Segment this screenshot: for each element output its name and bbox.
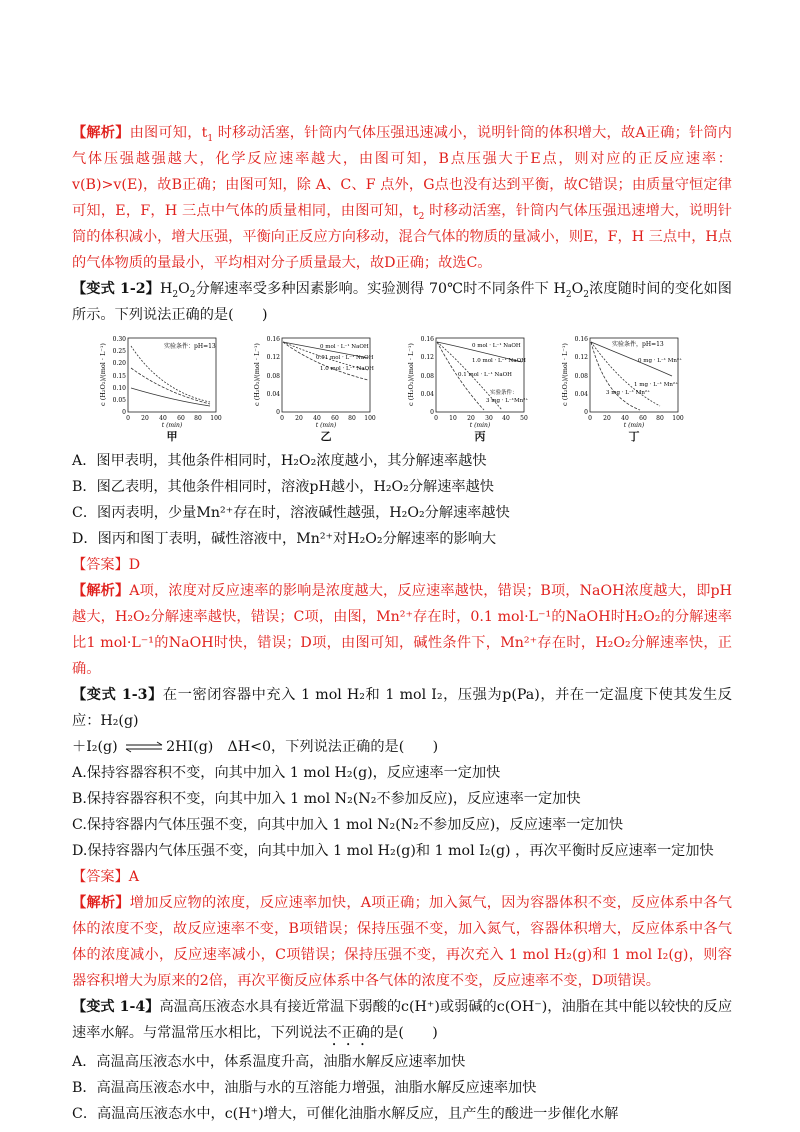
analysis-1-3: [72, 890, 732, 994]
sub: 2: [172, 289, 179, 300]
chart-note: 实验条件：pH=13: [164, 343, 216, 350]
y-tick: 0.16: [574, 336, 588, 343]
sub-t1: 1: [207, 133, 214, 144]
x-tick: 40: [621, 415, 629, 422]
y-tick: 0.30: [112, 336, 126, 343]
curve-1: [131, 346, 210, 402]
curve-2: [591, 342, 660, 406]
x-tick: 60: [331, 415, 339, 422]
option-b: B．高温高压液态水中，油脂与水的互溶能力增强，油脂水解反应速率加快: [72, 1080, 537, 1096]
y-label: c (H₂O₂)/(mol · L⁻¹): [407, 343, 415, 406]
question-tag: 【变式 1-4】: [72, 999, 160, 1015]
option-b: B.保持容器容积不变，向其中加入 1 mol N₂(N₂不参加反应)，反应速率一定加快: [72, 791, 581, 807]
x-tick: 40: [502, 415, 510, 422]
y-tick: 0.25: [112, 348, 126, 355]
y-tick: 0.04: [266, 391, 280, 398]
x-label: t (min): [623, 422, 645, 428]
x-tick: 20: [467, 415, 475, 422]
plot-frame: [590, 338, 678, 412]
x-tick: 20: [141, 415, 149, 422]
stem-d: O: [571, 281, 584, 297]
figure-row: [98, 332, 708, 444]
question-tag: 【变式 1-2】: [72, 281, 160, 297]
x-ticks: [126, 415, 222, 422]
curve-label: 0 mg · L⁻¹ Mn²⁺: [638, 358, 683, 364]
x-tick: 100: [672, 415, 684, 422]
x-tick: 0: [588, 415, 592, 422]
curve-label: 0 mol · L⁻¹ NaOH: [472, 343, 521, 349]
figure-jia: [98, 332, 246, 444]
x-ticks: [280, 415, 376, 422]
chart-note: 3 mg · L⁻¹Mn²⁺: [486, 398, 529, 404]
chart-note: 实验条件：: [490, 390, 518, 396]
x-tick: 100: [210, 415, 222, 422]
x-tick: 0: [434, 415, 438, 422]
sub: 2: [189, 289, 196, 300]
analysis-text: A项，浓度对反应速率的影响是浓度越大，反应速率越快，错误；B项，NaOH浓度越大，即pH越大，H₂O₂分解速率越快，错误；C项，由图，Mn²⁺存在时，0.1 mol·L⁻¹的NaOH时H₂O₂的分解速率比1 mol·L⁻¹的NaOH时快，错误；D项，由图可知，碱性条件下，Mn²⁺存在时，H₂O₂分解速率快，正确。: [72, 583, 732, 677]
sub: 2: [565, 289, 572, 300]
y-tick: 0.12: [420, 354, 434, 361]
question-1-3: [72, 682, 732, 734]
equilibrium-arrow-icon: [122, 741, 166, 753]
y-tick: 0.05: [112, 397, 126, 404]
x-tick: 80: [656, 415, 664, 422]
x-label: t (min): [161, 422, 183, 428]
stem-a: H: [159, 281, 173, 297]
y-tick: 0: [276, 409, 280, 416]
question-1-4: [72, 994, 732, 1049]
option-a: A.保持容器容积不变，向其中加入 1 mol H₂(g)，反应速率一定加快: [72, 765, 501, 781]
y-ticks: [113, 336, 127, 416]
analysis-text-2: 时移动活塞，针筒内气体压强迅速减小，说明针筒的体积增大，故A正确；针筒内气体压强越强越大，化学反应速率越大，由图可知，B点压强大于E点，则对应的正反应速率：v(B)>v(E)，故B正确；由图可知，除 A、C、F 点外，G点也没有达到平衡，故C错误；由质量守恒定律可知，E，F，H 三点中气体的质量相同，由图可知，t: [72, 125, 732, 219]
x-label: t (min): [469, 422, 491, 428]
y-tick: 0.16: [420, 336, 434, 343]
question-1-3-eq: [72, 734, 732, 760]
x-tick: 20: [603, 415, 611, 422]
analysis-1-2: [72, 578, 732, 682]
x-tick: 20: [295, 415, 303, 422]
x-tick: 80: [194, 415, 202, 422]
option-a: A．图甲表明，其他条件相同时，H₂O₂浓度越小，其分解速率越快: [72, 453, 487, 469]
stem-2: ＋I₂(g): [72, 739, 118, 755]
option-c: C．高温高压液态水中，c(H⁺)增大，可催化油脂水解反应，且产生的酸进一步催化水解: [72, 1106, 619, 1122]
curve-label: 1 mg · L⁻¹ Mn²⁺: [634, 382, 679, 388]
y-tick: 0.12: [574, 354, 588, 361]
x-tick: 40: [159, 415, 167, 422]
figure-caption: 乙: [320, 430, 332, 443]
y-tick: 0: [122, 409, 126, 416]
answer: 【答案】D: [72, 557, 141, 573]
x-tick: 40: [313, 415, 321, 422]
chart-ding: [560, 332, 708, 428]
chart-jia: [98, 332, 246, 428]
y-tick: 0.20: [112, 360, 126, 367]
y-tick: 0.15: [112, 373, 126, 380]
y-tick: 0.08: [420, 373, 434, 380]
y-tick: 0.04: [574, 391, 588, 398]
x-tick: 100: [364, 415, 376, 422]
y-tick: 0: [584, 409, 588, 416]
answer: 【答案】A: [72, 869, 139, 885]
emphasis: 不正确: [327, 1025, 370, 1041]
x-tick: 60: [177, 415, 185, 422]
y-label: c (H₂O₂)/(mol · L⁻¹): [99, 343, 107, 406]
y-tick: 0.08: [574, 373, 588, 380]
option-c: C．图丙表明，少量Mn²⁺存在时，溶液碱性越强，H₂O₂分解速率越快: [72, 505, 510, 521]
stem-b: O: [178, 281, 190, 297]
x-label: t (min): [315, 422, 337, 428]
x-tick: 50: [520, 415, 528, 422]
analysis-tag: 【解析】: [72, 583, 130, 599]
chart-yi: [252, 332, 400, 428]
question-tag: 【变式 1-3】: [72, 687, 163, 703]
analysis-1-1: [72, 120, 732, 276]
stem-2: 的是( ): [369, 1025, 438, 1041]
curve-label: 1.0 mol · L⁻¹ NaOH: [320, 366, 374, 372]
question-1-2: [72, 276, 732, 328]
x-tick: 0: [126, 415, 130, 422]
sub: 2: [583, 289, 589, 300]
y-tick: 0.16: [266, 336, 280, 343]
stem-e: 浓度随时间的变化如图所示。下列说法正确的是( ): [72, 281, 732, 323]
analysis-text-1: 由图可知，t: [129, 125, 208, 141]
analysis-text: 增加反应物的浓度，反应速率加快，A项正确；加入氮气，因为容器体积不变，反应体系中各气体的浓度不变，故反应速率不变，B项错误；保持压强不变，加入氮气，容器体积增大，反应体系中各气体的浓度减小，反应速率减小，C项错误；保持压强不变，再次充入 1 mol H₂(g)和 1 mol I₂(g)，则容器容积增大为原来的2倍，再次平衡反应体系中各气体的浓度不变，反应速率不变，D项错误。: [72, 895, 732, 989]
y-tick: 0.12: [266, 354, 280, 361]
x-tick: 10: [449, 415, 457, 422]
stem-1: 在一密闭容器中充入 1 mol H₂和 1 mol I₂，压强为p(Pa)，并在一定温度下使其发生反应：H₂(g): [72, 687, 732, 729]
page-content: [72, 120, 732, 1127]
analysis-tag: 【解析】: [72, 895, 130, 911]
chart-bing: [406, 332, 554, 428]
x-ticks: [588, 415, 684, 422]
option-d: D.保持容器内气体压强不变，向其中加入 1 mol H₂(g)和 1 mol I₂(g) ，再次平衡时反应速率一定加快: [72, 843, 714, 859]
x-tick: 60: [639, 415, 647, 422]
figure-ding: [560, 332, 708, 444]
sub-t2: 2: [418, 211, 425, 222]
figure-caption: 甲: [166, 430, 178, 443]
analysis-tag: 【解析】: [72, 125, 130, 141]
y-ticks: [421, 336, 435, 416]
stem-1: 高温高压液态水具有接近常温下弱酸的c(H⁺)或弱碱的c(OH⁻)，油脂在其中能以较快的反应速率水解。与常温常压水相比，下列说法: [72, 999, 733, 1041]
y-tick: 0.08: [266, 373, 280, 380]
y-ticks: [267, 336, 281, 416]
x-tick: 30: [485, 415, 493, 422]
y-tick: 0.10: [112, 385, 126, 392]
option-a: A．高温高压液态水中，体系温度升高，油脂水解反应速率加快: [72, 1054, 466, 1070]
stem-3: 2HI(g) ΔH<0，下列说法正确的是( ): [166, 739, 439, 755]
figure-bing: [406, 332, 554, 444]
curve-label: 1.0 mol · L⁻¹ NaOH: [472, 358, 526, 364]
y-label: c (H₂O₂)/(mol · L⁻¹): [253, 343, 261, 406]
x-tick: 80: [348, 415, 356, 422]
chart-note: 实验条件，pH=13: [612, 341, 664, 348]
y-tick: 0: [430, 409, 434, 416]
y-tick: 0.04: [420, 391, 434, 398]
curve-label: 0.01 mol · L⁻¹ NaOH: [316, 355, 374, 361]
option-c: C.保持容器内气体压强不变，向其中加入 1 mol N₂(N₂不参加反应)，反应速率一定加快: [72, 817, 624, 833]
curve-label: 0 mol · L⁻¹ NaOH: [320, 344, 369, 350]
curve-label: 3 mg · L⁻¹ Mn²⁺: [606, 390, 651, 396]
y-ticks: [575, 336, 589, 416]
option-d: D．图丙和图丁表明，碱性溶液中，Mn²⁺对H₂O₂分解速率的影响大: [72, 531, 497, 547]
x-tick: 0: [280, 415, 284, 422]
stem-c: 分解速率受多种因素影响。实验测得 70℃时不同条件下 H: [195, 281, 566, 297]
x-ticks: [434, 415, 528, 422]
figure-caption: 丁: [628, 430, 640, 443]
y-label: c (H₂O₂)/(mol · L⁻¹): [561, 343, 569, 406]
analysis-text-3: 时移动活塞，针筒内气体压强迅速增大，说明针筒的体积减小，增大压强，平衡向正反应方向移动，混合气体的物质的量减小，则E，F，H 三点中，H点的气体物质的量最小，平均相对分子质量最大，故D正确；故选C。: [72, 203, 732, 271]
figure-yi: [252, 332, 400, 444]
figure-caption: 丙: [474, 430, 486, 443]
option-b: B．图乙表明，其他条件相同时，溶液pH越小，H₂O₂分解速率越快: [72, 479, 494, 495]
curve-label: 0.1 mol · L⁻¹ NaOH: [458, 372, 512, 378]
